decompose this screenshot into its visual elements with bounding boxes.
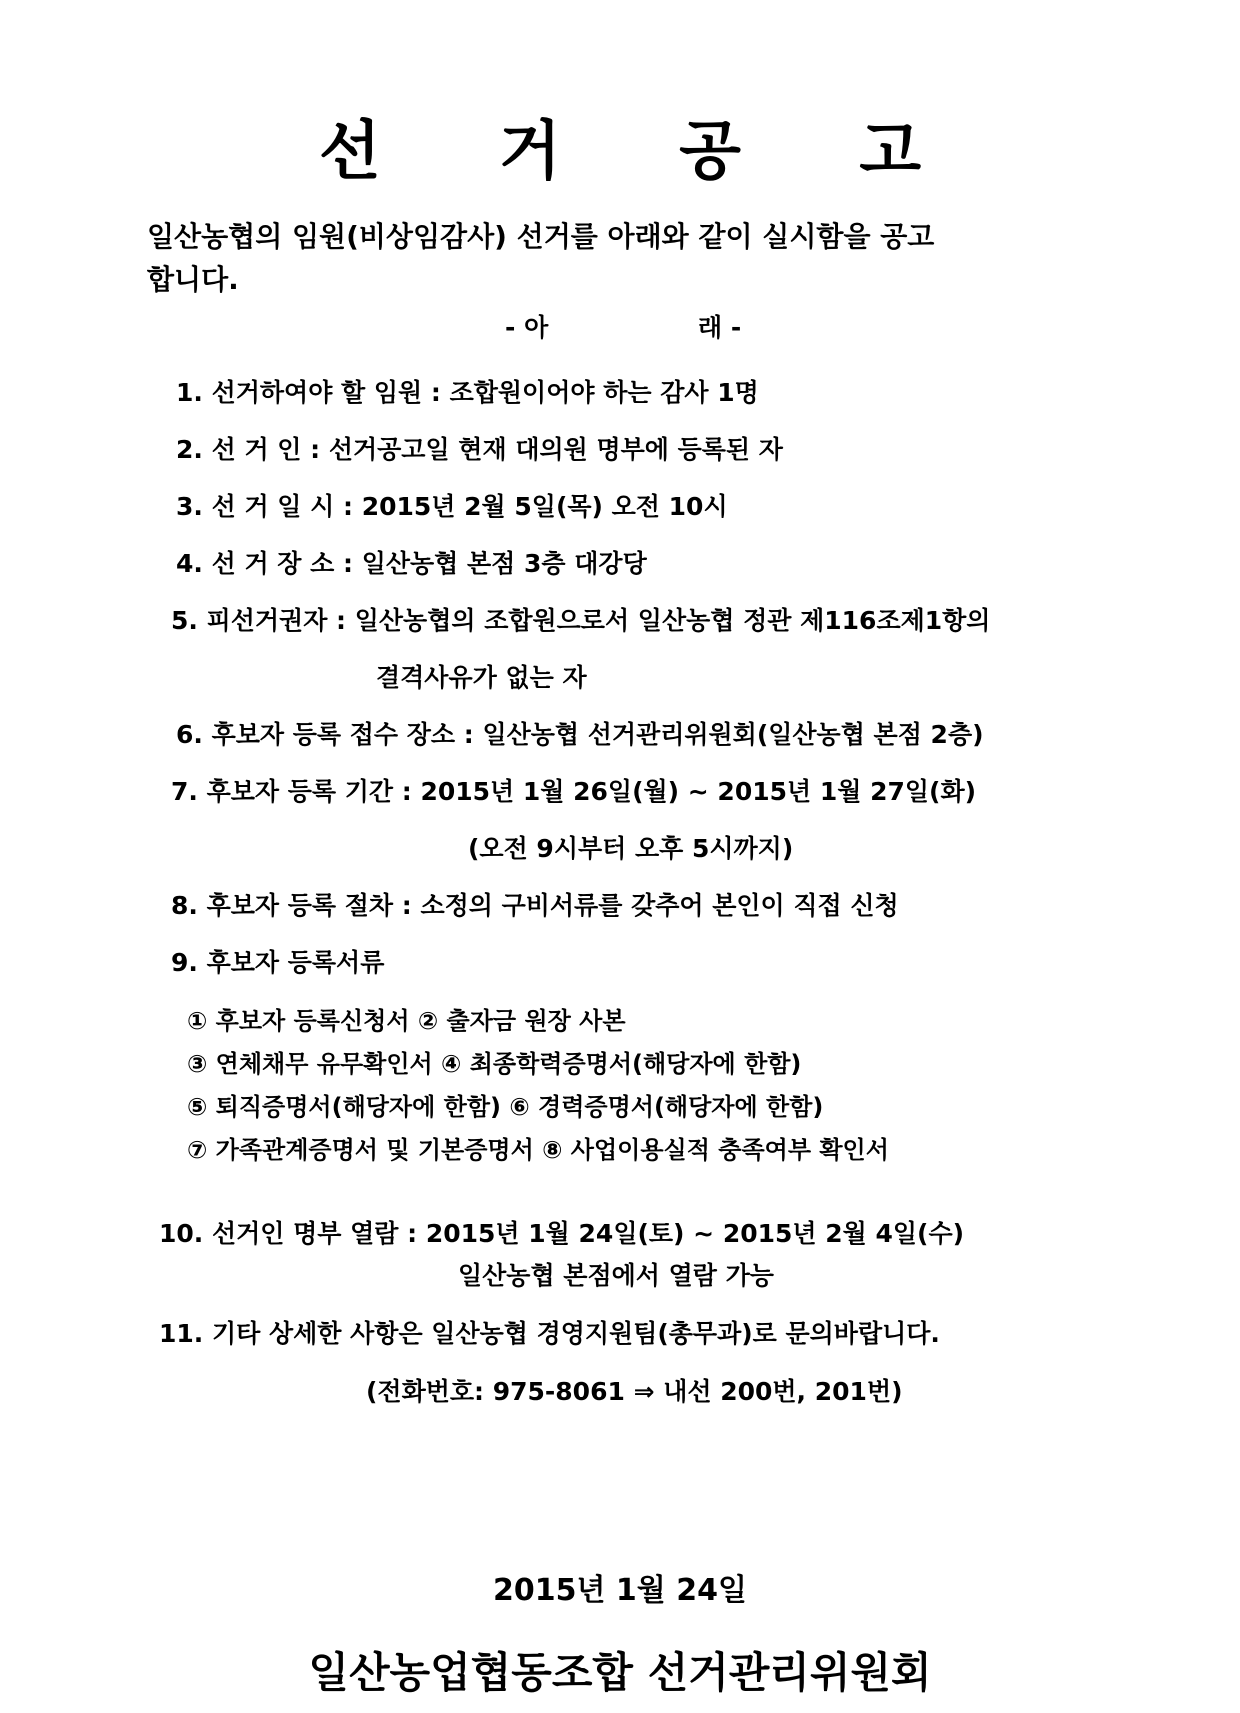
item-5-continued: 결격사유가 없는 자 bbox=[376, 663, 587, 692]
documents-row-3: ⑤ 퇴직증명서(해당자에 한함) ⑥ 경력증명서(해당자에 한함) bbox=[187, 1093, 824, 1121]
documents-row-1: ① 후보자 등록신청서 ② 출자금 원장 사본 bbox=[187, 1007, 626, 1035]
documents-row-4: ⑦ 가족관계증명서 및 기본증명서 ⑧ 사업이용실적 충족여부 확인서 bbox=[187, 1136, 889, 1164]
item-7: 7. 후보자 등록 기간 : 2015년 1월 26일(월) ~ 2015년 1월 27일(화) bbox=[171, 777, 977, 806]
intro-line-1: 일산농협의 임원(비상임감사) 선거를 아래와 같이 실시함을 공고 bbox=[147, 220, 935, 253]
item-7-continued: (오전 9시부터 오후 5시까지) bbox=[468, 834, 794, 863]
item-8: 8. 후보자 등록 절차 : 소정의 구비서류를 갖추어 본인이 직접 신청 bbox=[171, 891, 899, 920]
item-6: 6. 후보자 등록 접수 장소 : 일산농협 선거관리위원회(일산농협 본점 2층) bbox=[176, 720, 984, 749]
item-3: 3. 선 거 일 시 : 2015년 2월 5일(목) 오전 10시 bbox=[176, 492, 728, 521]
item-10-continued: 일산농협 본점에서 열람 가능 bbox=[458, 1261, 774, 1290]
item-4: 4. 선 거 장 소 : 일산농협 본점 3층 대강당 bbox=[176, 549, 647, 578]
page-title: 선 거 공 고 bbox=[318, 115, 970, 189]
notice-date: 2015년 1월 24일 bbox=[493, 1573, 747, 1608]
item-10: 10. 선거인 명부 열람 : 2015년 1월 24일(토) ~ 2015년 2월 4일(수) bbox=[159, 1219, 965, 1248]
documents-row-2: ③ 연체채무 유무확인서 ④ 최종학력증명서(해당자에 한함) bbox=[187, 1050, 802, 1078]
item-11: 11. 기타 상세한 사항은 일산농협 경영지원팀(총무과)로 문의바랍니다. bbox=[159, 1319, 940, 1348]
item-9: 9. 후보자 등록서류 bbox=[171, 948, 385, 977]
intro-line-2: 합니다. bbox=[147, 263, 239, 296]
item-5: 5. 피선거권자 : 일산농협의 조합원으로서 일산농협 정관 제116조제1항의 bbox=[171, 606, 991, 635]
below-heading-left: - 아 bbox=[505, 313, 549, 342]
item-1: 1. 선거하여야 할 임원 : 조합원이어야 하는 감사 1명 bbox=[176, 378, 759, 407]
below-heading-right: 래 - bbox=[698, 313, 742, 342]
item-11-continued: (전화번호: 975-8061 ⇒ 내선 200번, 201번) bbox=[366, 1377, 903, 1406]
item-2: 2. 선 거 인 : 선거공고일 현재 대의원 명부에 등록된 자 bbox=[176, 435, 783, 464]
organization-name: 일산농업협동조합 선거관리위원회 bbox=[308, 1648, 932, 1697]
